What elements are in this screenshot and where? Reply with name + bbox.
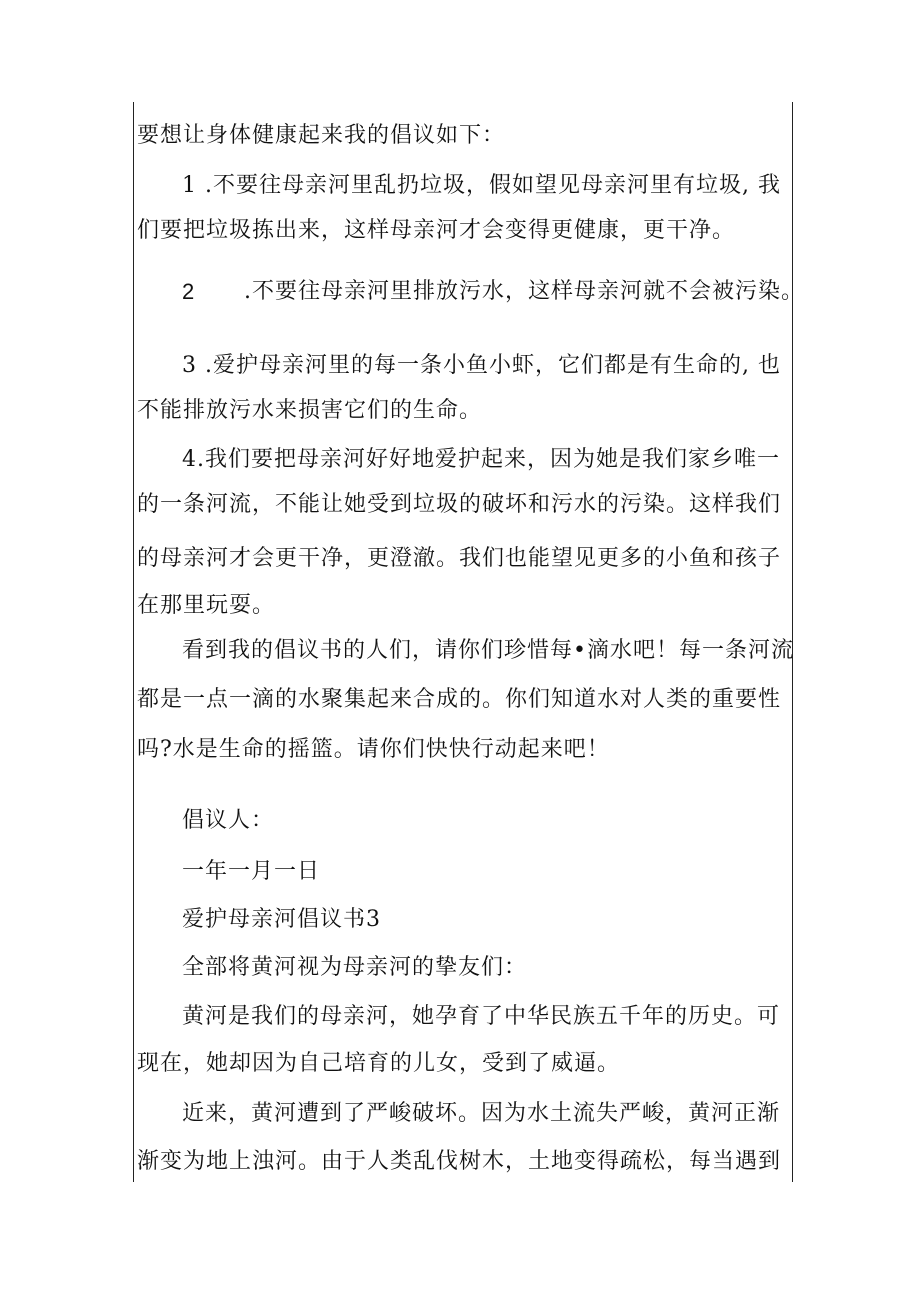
- text-line: 们要把垃圾拣出来，这样母亲河才会变得更健康，更干净。: [137, 218, 736, 243]
- text-line: 的一条河流，不能让她受到垃圾的破坏和污水的污染。这样我们: [137, 492, 782, 517]
- text-line: 3 .爱护母亲河里的每一条小鱼小虾，它们都是有生命的, 也: [182, 353, 781, 378]
- text-line: 要想让身体健康起来我的倡议如下：: [137, 123, 506, 148]
- text-line: 看到我的倡议书的人们，请你们珍惜每•滴水吧！每一条河流: [182, 638, 794, 663]
- signature-label: 倡议人：: [182, 808, 275, 833]
- text-line: 现在，她却因为自己培育的儿女，受到了威逼。: [137, 1051, 621, 1076]
- list-number: 2: [182, 279, 196, 304]
- text-line: 1 .不要往母亲河里乱扔垃圾，假如望见母亲河里有垃圾, 我: [182, 173, 781, 198]
- section-title: 爱护母亲河倡议书3: [182, 907, 381, 932]
- salutation: 全部将黄河视为母亲河的挚友们：: [182, 955, 528, 980]
- text-line: 在那里玩耍。: [137, 593, 276, 618]
- text-line: 的母亲河才会更干净，更澄澈。我们也能望见更多的小鱼和孩子: [137, 546, 782, 571]
- text-line: 不能排放污水来损害它们的生命。: [137, 398, 483, 423]
- text-line: 渐变为地上浊河。由于人类乱伐树木，土地变得疏松，每当遇到: [137, 1149, 782, 1174]
- text-line: 吗?水是生命的摇篮。请你们快快行动起来吧！: [137, 737, 610, 762]
- text-line: 黄河是我们的母亲河，她孕育了中华民族五千年的历史。可: [182, 1004, 781, 1029]
- text-line: 4.我们要把母亲河好好地爱护起来，因为她是我们家乡唯一: [182, 447, 780, 472]
- text-line: .不要往母亲河里排放污水，这样母亲河就不会被污染。: [244, 279, 804, 304]
- left-margin-rule: [133, 102, 134, 1182]
- date-line: 一年一月一日: [182, 859, 321, 884]
- text-line: 都是一点一滴的水聚集起来合成的。你们知道水对人类的重要性: [137, 687, 782, 712]
- text-line: 近来，黄河遭到了严峻破坏。因为水土流失严峻，黄河正渐: [182, 1101, 781, 1126]
